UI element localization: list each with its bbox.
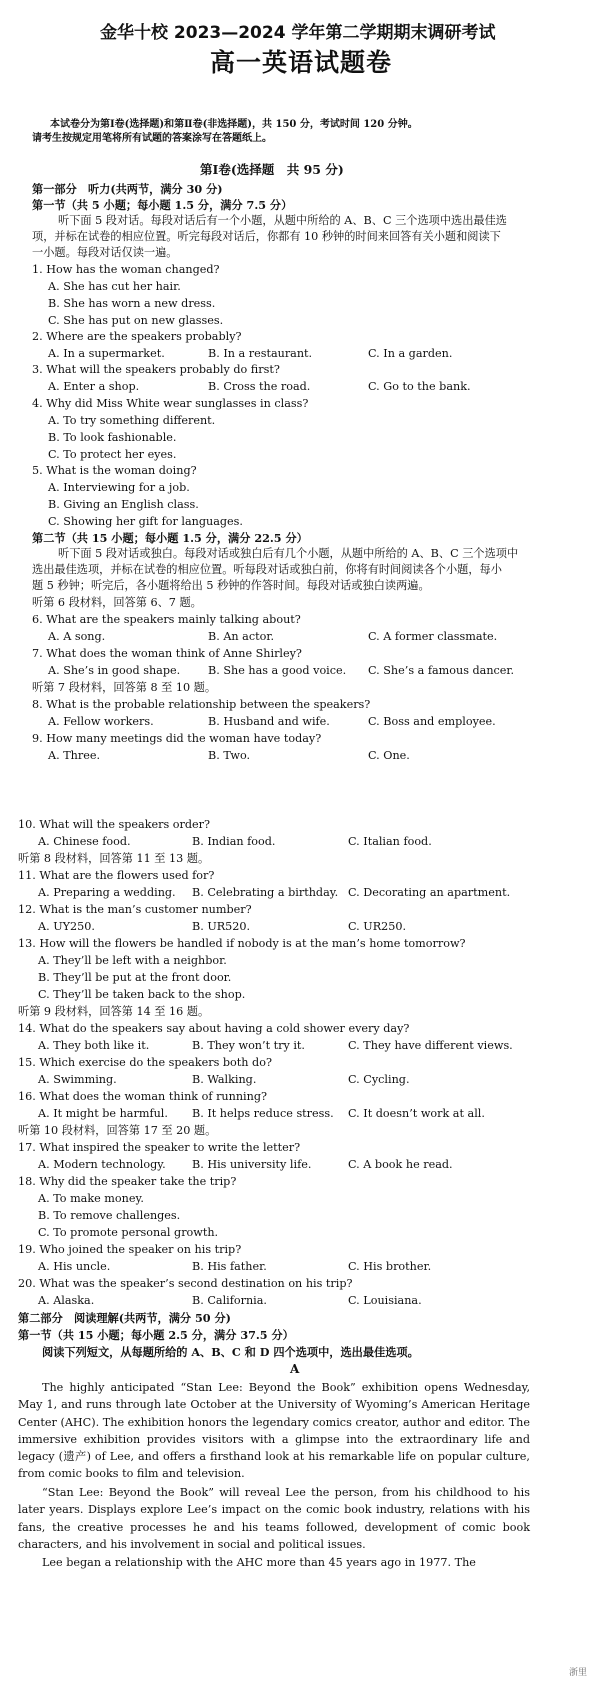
option: A. Three. — [48, 749, 101, 762]
reading-instruction: 阅读下列短文，从每题所给的 A、B、C 和 D 四个选项中，选出最佳选项。 — [42, 1345, 419, 1359]
question-10: 10. What will the speakers order? — [18, 818, 210, 831]
question-4: 4. Why did Miss White wear sunglasses in class? — [32, 397, 309, 410]
option: C. A former classmate. — [368, 630, 498, 643]
option: C. To protect her eyes. — [48, 448, 177, 461]
question-15: 15. Which exercise do the speakers both do? — [18, 1056, 272, 1069]
option: C. Boss and employee. — [368, 715, 496, 728]
question-2: 2. Where are the speakers probably? — [32, 330, 242, 343]
option: A. His uncle. — [38, 1260, 111, 1273]
option: A. In a supermarket. — [48, 347, 165, 360]
exam-subtitle: 高一英语试题卷 — [210, 48, 393, 77]
option: C. UR250. — [348, 920, 407, 933]
question-16: 16. What does the woman think of running? — [18, 1090, 267, 1103]
option: B. Celebrating a birthday. — [192, 886, 339, 899]
option: A. Interviewing for a job. — [48, 481, 190, 494]
instruction-line: 听下面 5 段对话或独白。每段对话或独白后有几个小题，从题中所给的 A、B、C 三个选项中 — [58, 547, 519, 560]
option: A. A song. — [48, 630, 106, 643]
option: A. To make money. — [38, 1192, 144, 1205]
option: C. In a garden. — [368, 347, 453, 360]
question-8: 8. What is the probable relationship between the speakers? — [32, 698, 371, 711]
option: A. Fellow workers. — [48, 715, 154, 728]
section-1-title: 第Ⅰ卷(选择题 共 95 分) — [200, 162, 344, 177]
material-heading: 听第 9 段材料，回答第 14 至 16 题。 — [18, 1005, 210, 1018]
question-6: 6. What are the speakers mainly talking about? — [32, 613, 301, 626]
question-12: 12. What is the man’s customer number? — [18, 903, 252, 916]
option: C. She’s a famous dancer. — [368, 664, 515, 677]
question-5: 5. What is the woman doing? — [32, 464, 197, 477]
option: C. Italian food. — [348, 835, 432, 848]
option: B. His father. — [192, 1260, 267, 1273]
option: A. UY250. — [38, 920, 95, 933]
option: A. She has cut her hair. — [48, 280, 181, 293]
option: C. They’ll be taken back to the shop. — [38, 988, 246, 1001]
option: B. An actor. — [208, 630, 275, 643]
option: C. Go to the bank. — [368, 380, 471, 393]
notice-line-2: 请考生按规定用笔将所有试题的答案涂写在答题纸上。 — [32, 133, 272, 144]
option: B. They won’t try it. — [192, 1039, 305, 1052]
passage-letter: A — [290, 1362, 300, 1376]
option: C. They have different views. — [348, 1039, 513, 1052]
option: B. She has worn a new dress. — [48, 297, 216, 310]
option: C. Cycling. — [348, 1073, 410, 1086]
option: B. In a restaurant. — [208, 347, 313, 360]
option: A. Enter a shop. — [48, 380, 140, 393]
instruction-line: 项，并标在试卷的相应位置。听完每段对话后，你都有 10 秒钟的时间来回答有关小题和阅读下 — [32, 230, 501, 243]
exam-title: 金华十校 2023—2024 学年第二学期期末调研考试 — [100, 23, 496, 43]
option: C. A book he read. — [348, 1158, 453, 1171]
option: B. To look fashionable. — [48, 431, 177, 444]
question-18: 18. Why did the speaker take the trip? — [18, 1175, 237, 1188]
option: C. Showing her gift for languages. — [48, 515, 243, 528]
option: C. Louisiana. — [348, 1294, 422, 1307]
option: B. To remove challenges. — [38, 1209, 181, 1222]
passage-paragraph: “Stan Lee: Beyond the Book” will reveal Lee the person, from his childhood to his later years. Displays explore Lee’s impact on the comic book industry, relations with his fans, the creative processes he and his teams followed, development of comic book characters, and his involvement in social and political issues. — [18, 1486, 530, 1551]
part-1-section-2: 第二节（共 15 小题；每小题 1.5 分，满分 22.5 分） — [32, 531, 308, 545]
question-7: 7. What does the woman think of Anne Shirley? — [32, 647, 302, 660]
question-11: 11. What are the flowers used for? — [18, 869, 215, 882]
question-13: 13. How will the flowers be handled if nobody is at the man’s home tomorrow? — [18, 937, 466, 950]
part-1-section-1: 第一节（共 5 小题；每小题 1.5 分，满分 7.5 分） — [32, 198, 293, 212]
passage-paragraph: The highly anticipated “Stan Lee: Beyond the Book” exhibition opens Wednesday, May 1, and runs through late October at the University of Wyoming’s American Heritage Center (AHC). The exhibition honors the legendary comics creator, author and editor. The immersive exhibition provides visitors with a glimpse into the extraordinary life and legacy (遗产) of Lee, and offers a firsthand look at his remarkable life on popular culture, from comic books to film and television. — [18, 1381, 530, 1481]
option: A. Preparing a wedding. — [38, 886, 176, 899]
option: A. They both like it. — [38, 1039, 150, 1052]
question-1: 1. How has the woman changed? — [32, 263, 220, 276]
option: A. They’ll be left with a neighbor. — [38, 954, 227, 967]
option: A. To try something different. — [48, 414, 216, 427]
option: C. She has put on new glasses. — [48, 314, 224, 327]
option: B. California. — [192, 1294, 267, 1307]
option: B. Two. — [208, 749, 251, 762]
question-14: 14. What do the speakers say about having a cold shower every day? — [18, 1022, 410, 1035]
option: C. It doesn’t work at all. — [348, 1107, 485, 1120]
part-1-heading: 第一部分 听力(共两节，满分 30 分) — [32, 182, 223, 196]
material-heading: 听第 7 段材料，回答第 8 至 10 题。 — [32, 681, 217, 694]
question-17: 17. What inspired the speaker to write the letter? — [18, 1141, 301, 1154]
material-heading: 听第 8 段材料，回答第 11 至 13 题。 — [18, 852, 210, 865]
option: B. They’ll be put at the front door. — [38, 971, 232, 984]
question-9: 9. How many meetings did the woman have today? — [32, 732, 322, 745]
question-20: 20. What was the speaker’s second destination on his trip? — [18, 1277, 353, 1290]
option: C. Decorating an apartment. — [348, 886, 511, 899]
instruction-line: 一小题。每段对话仅读一遍。 — [32, 246, 178, 259]
passage-paragraph: Lee began a relationship with the AHC more than 45 years ago in 1977. The — [42, 1556, 476, 1569]
instruction-line: 选出最佳选项，并标在试卷的相应位置。听每段对话或独白前，你将有时间阅读各个小题，每小 — [32, 563, 502, 576]
option: A. It might be harmful. — [38, 1107, 168, 1120]
material-heading: 听第 6 段材料，回答第 6、7 题。 — [32, 596, 202, 609]
option: B. His university life. — [192, 1158, 312, 1171]
material-heading: 听第 10 段材料，回答第 17 至 20 题。 — [18, 1124, 217, 1137]
notice-line-1: 本试卷分为第Ⅰ卷(选择题)和第Ⅱ卷(非选择题)，共 150 分，考试时间 120 分钟。 — [50, 119, 418, 130]
option: B. Husband and wife. — [208, 715, 330, 728]
option: C. One. — [368, 749, 410, 762]
question-19: 19. Who joined the speaker on his trip? — [18, 1243, 242, 1256]
instruction-line: 听下面 5 段对话。每段对话后有一个小题，从题中所给的 A、B、C 三个选项中选出最佳选 — [58, 214, 507, 227]
part-2-section-1: 第一节（共 15 小题；每小题 2.5 分，满分 37.5 分） — [18, 1328, 294, 1342]
option: B. Cross the road. — [208, 380, 311, 393]
option: A. Swimming. — [38, 1073, 117, 1086]
option: A. Alaska. — [38, 1294, 95, 1307]
instruction-line: 题 5 秒钟；听完后，各小题将给出 5 秒钟的作答时间。每段对话或独白读两遍。 — [32, 579, 430, 592]
option: C. His brother. — [348, 1260, 432, 1273]
option: B. Walking. — [192, 1073, 257, 1086]
option: B. UR520. — [192, 920, 251, 933]
option: A. Modern technology. — [38, 1158, 166, 1171]
option: A. She’s in good shape. — [48, 664, 181, 677]
option: B. She has a good voice. — [208, 664, 347, 677]
option: A. Chinese food. — [38, 835, 131, 848]
question-3: 3. What will the speakers probably do first? — [32, 363, 280, 376]
option: B. Indian food. — [192, 835, 276, 848]
corner-watermark: 浙里 — [568, 1668, 587, 1678]
part-2-heading: 第二部分 阅读理解(共两节，满分 50 分) — [18, 1311, 231, 1325]
option: B. Giving an English class. — [48, 498, 199, 511]
option: C. To promote personal growth. — [38, 1226, 219, 1239]
option: B. It helps reduce stress. — [192, 1107, 334, 1120]
